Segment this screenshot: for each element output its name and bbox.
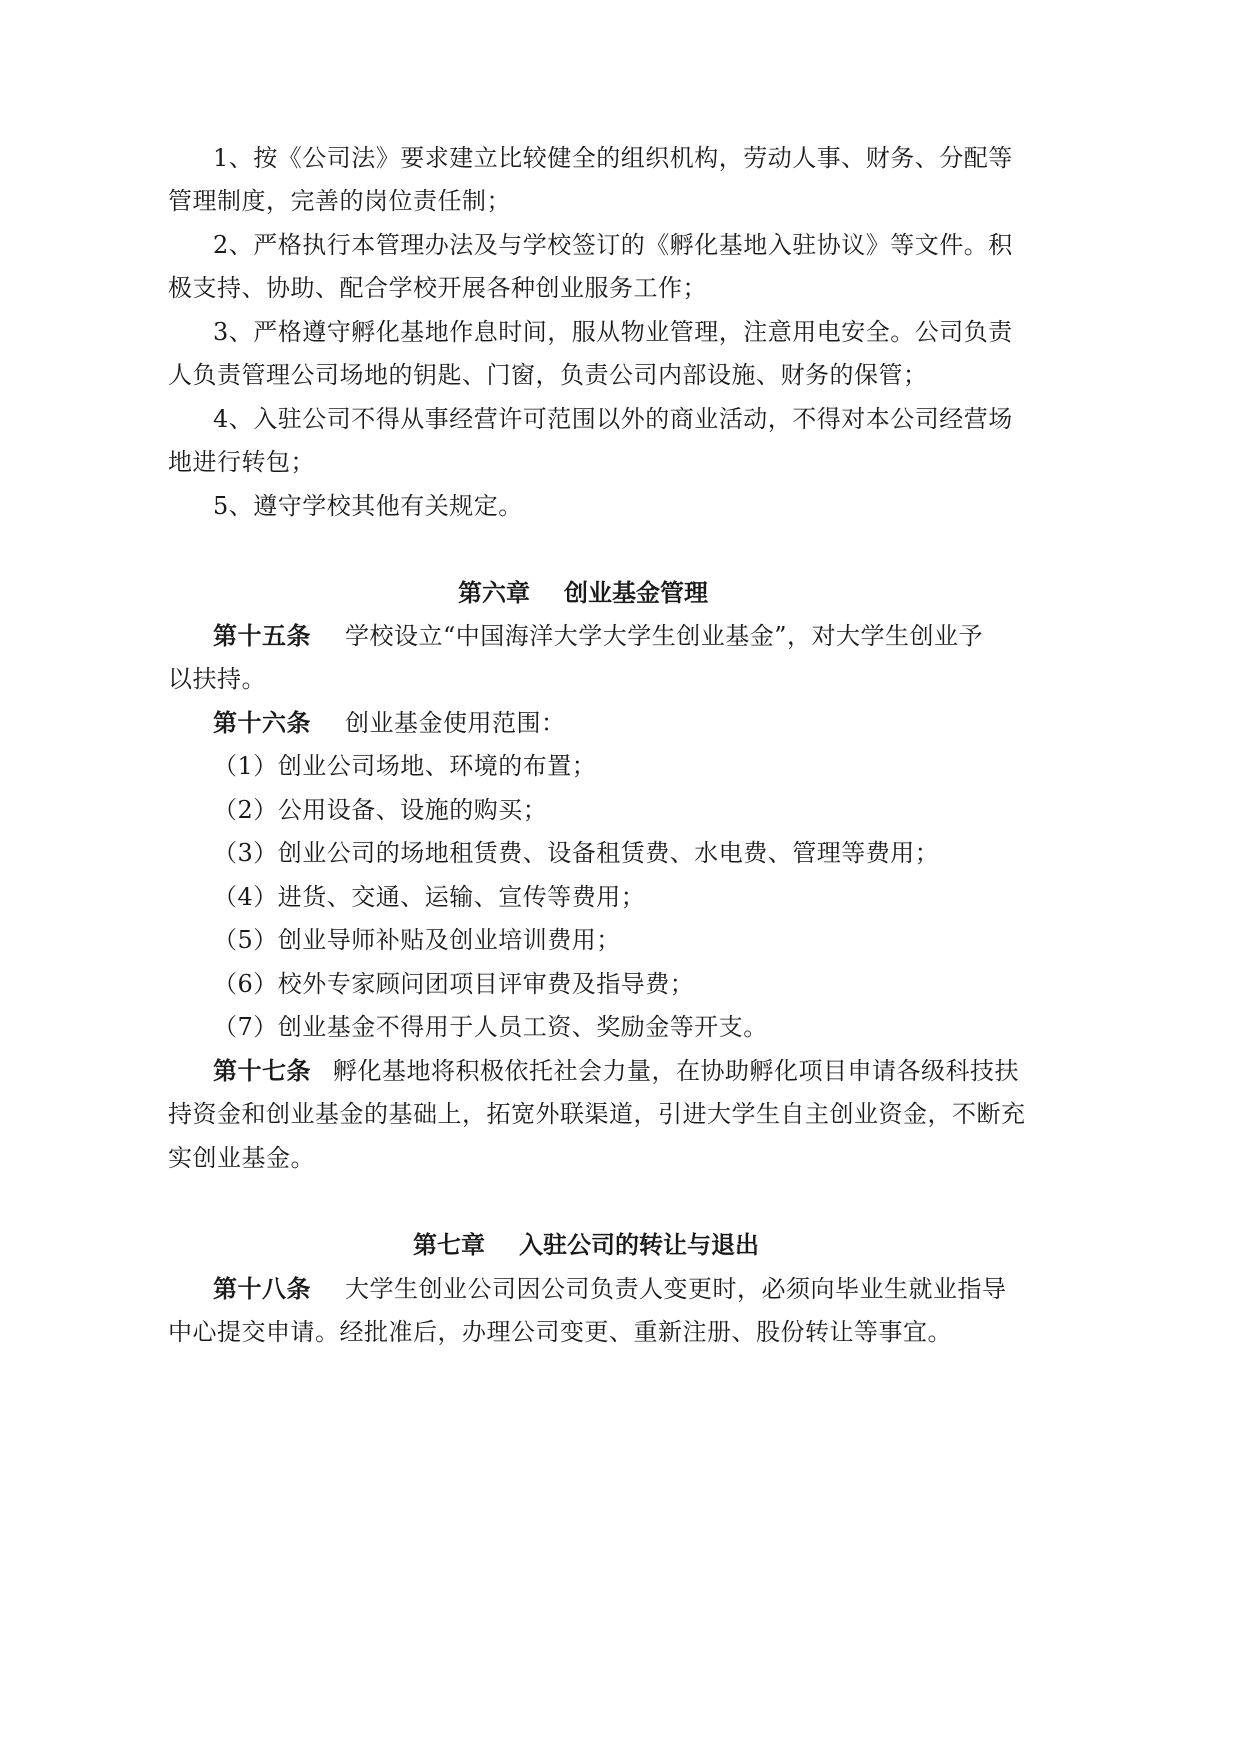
chapter-6-heading (458, 578, 708, 608)
item-3-line-2: 人负责管理公司场地的钥匙、门窗，负责公司内部设施、财务的保管； (168, 361, 928, 389)
use-item-2: （2）公用设备、设施的购买； (213, 796, 548, 824)
item-5-line-1: 5、遵守学校其他有关规定。 (213, 492, 523, 520)
article-17-label: 第十七条 (213, 1056, 311, 1085)
article-15-line-1 (213, 621, 983, 651)
article-16-text: 创业基金使用范围： (345, 709, 566, 737)
use-item-5: （5）创业导师补贴及创业培训费用； (213, 926, 621, 954)
use-item-3: （3）创业公司的场地租赁费、设备租赁费、水电费、管理等费用； (213, 839, 940, 867)
use-item-4: （4）进货、交通、运输、宣传等费用； (213, 883, 646, 911)
article-15-text: 学校设立“中国海洋大学大学生创业基金”，对大学生创业予 (345, 622, 984, 650)
article-17-line-2: 持资金和创业基金的基础上，拓宽外联渠道，引进大学生自主创业资金，不断充 (168, 1100, 1026, 1128)
chapter-6-number: 第六章 (458, 578, 530, 607)
chapter-7-number: 第七章 (413, 1230, 485, 1259)
article-15-label: 第十五条 (213, 621, 311, 650)
item-2-line-1: 2、严格执行本管理办法及与学校签订的《孵化基地入驻协议》等文件。积 (213, 231, 1013, 259)
article-16-line-1 (213, 708, 566, 738)
article-17-line-1 (213, 1056, 1019, 1086)
use-item-7: （7）创业基金不得用于人员工资、奖励金等开支。 (213, 1013, 768, 1041)
item-4-line-1: 4、入驻公司不得从事经营许可范围以外的商业活动，不得对本公司经营场 (213, 405, 1013, 433)
article-18-line-1 (213, 1274, 1007, 1304)
article-17-text: 孵化基地将积极依托社会力量，在协助孵化项目申请各级科技扶 (333, 1057, 1019, 1085)
article-17-line-3: 实创业基金。 (168, 1144, 315, 1172)
item-2-line-2: 极支持、协助、配合学校开展各种创业服务工作； (168, 274, 707, 302)
article-18-line-2: 中心提交申请。经批准后，办理公司变更、重新注册、股份转让等事宜。 (168, 1318, 952, 1346)
use-item-6: （6）校外专家顾问团项目评审费及指导费； (213, 970, 695, 998)
item-3-line-1: 3、严格遵守孵化基地作息时间，服从物业管理，注意用电安全。公司负责 (213, 318, 1013, 346)
chapter-6-title: 创业基金管理 (564, 578, 708, 607)
item-1-line-1: 1、按《公司法》要求建立比较健全的组织机构，劳动人事、财务、分配等 (213, 144, 1013, 172)
item-1-line-2: 管理制度，完善的岗位责任制； (168, 187, 511, 215)
item-4-line-2: 地进行转包； (168, 448, 315, 476)
chapter-7-heading (413, 1230, 759, 1260)
use-item-1: （1）创业公司场地、环境的布置； (213, 752, 597, 780)
article-16-label: 第十六条 (213, 708, 311, 737)
article-15-line-2: 以扶持。 (168, 665, 266, 693)
article-18-text: 大学生创业公司因公司负责人变更时，必须向毕业生就业指导 (345, 1275, 1007, 1303)
chapter-7-title: 入驻公司的转让与退出 (519, 1230, 759, 1259)
article-18-label: 第十八条 (213, 1274, 311, 1303)
